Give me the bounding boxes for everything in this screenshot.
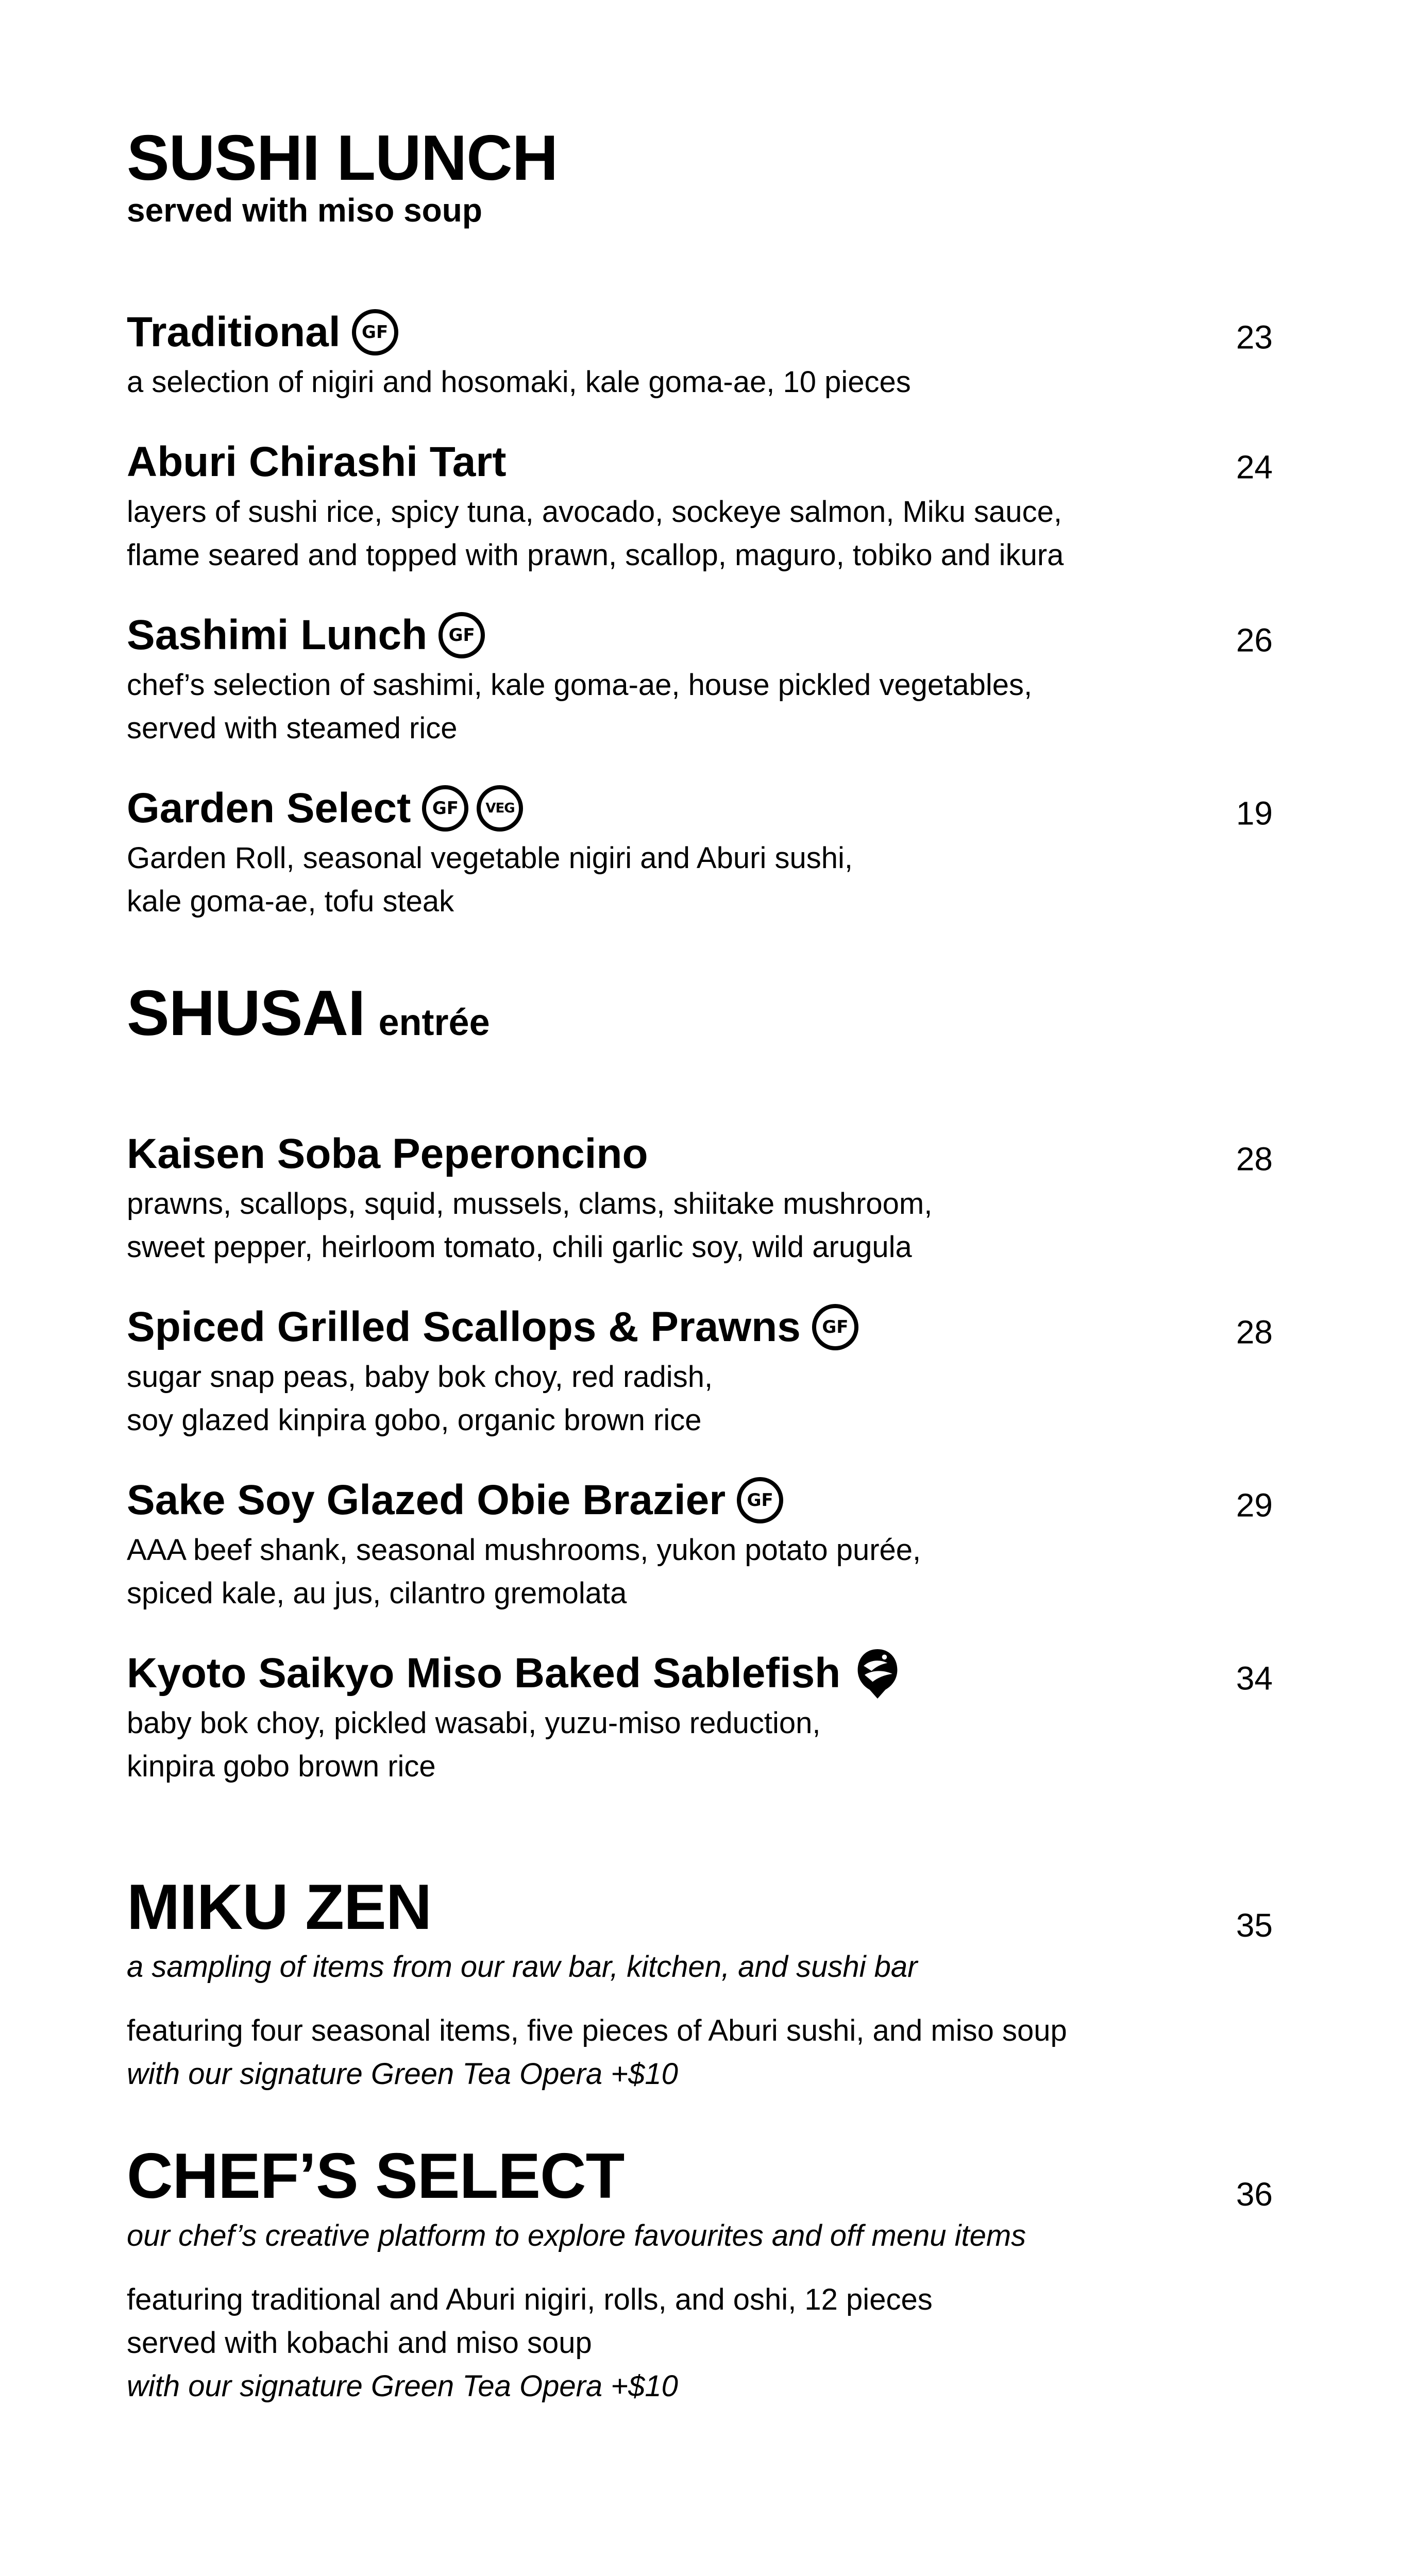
- menu-item: [127, 1645, 1273, 1788]
- item-name: Sashimi Lunch: [127, 612, 428, 658]
- item-description: served with kobachi and miso soup: [127, 2326, 592, 2360]
- item-price: 24: [1236, 448, 1273, 486]
- ocean-wise-fish-icon: [853, 1646, 902, 1701]
- sushi-lunch-header: [127, 123, 1273, 229]
- section-subtitle: entrée: [378, 1002, 490, 1043]
- gluten-free-badge-icon: GF: [737, 1477, 783, 1523]
- item-description: prawns, scallops, squid, mussels, clams, shiitake mushroom,: [127, 1187, 933, 1221]
- section-tagline: our chef’s creative platform to explore favourites and off menu items: [127, 2219, 1026, 2252]
- shusai-header: [127, 978, 1273, 1049]
- item-price: 19: [1236, 794, 1273, 832]
- item-description: chef’s selection of sashimi, kale goma-ae, house pickled vegetables,: [127, 668, 1033, 702]
- item-name: Sake Soy Glazed Obie Brazier: [127, 1477, 726, 1523]
- menu-item: [127, 304, 1273, 404]
- item-description: spiced kale, au jus, cilantro gremolata: [127, 1577, 627, 1610]
- item-description: sweet pepper, heirloom tomato, chili garlic soy, wild arugula: [127, 1230, 912, 1264]
- item-price: 36: [1236, 2176, 1273, 2213]
- menu-item: [127, 1299, 1273, 1442]
- section-title: SUSHI LUNCH: [127, 123, 558, 194]
- menu-item: [127, 607, 1273, 750]
- item-description: layers of sushi rice, spicy tuna, avocado, sockeye salmon, Miku sauce,: [127, 495, 1062, 529]
- item-name: Kaisen Soba Peperoncino: [127, 1130, 648, 1177]
- section-title: CHEF’S SELECT: [127, 2141, 625, 2212]
- item-description: sugar snap peas, baby bok choy, red radish,: [127, 1360, 713, 1394]
- item-description: baby bok choy, pickled wasabi, yuzu-miso reduction,: [127, 1706, 821, 1740]
- section-subtitle: served with miso soup: [127, 192, 482, 229]
- item-name: Traditional: [127, 309, 341, 355]
- item-description: kinpira gobo brown rice: [127, 1750, 436, 1783]
- gluten-free-badge-icon: GF: [438, 612, 485, 658]
- gluten-free-badge-icon: GF: [352, 309, 398, 355]
- item-description: featuring four seasonal items, five pieces of Aburi sushi, and miso soup: [127, 2014, 1067, 2047]
- vegetarian-badge-icon: VEG: [477, 785, 523, 832]
- item-description: featuring traditional and Aburi nigiri, rolls, and oshi, 12 pieces: [127, 2283, 933, 2316]
- item-description: kale goma-ae, tofu steak: [127, 885, 454, 918]
- item-description: served with steamed rice: [127, 711, 458, 745]
- item-name: Aburi Chirashi Tart: [127, 438, 507, 485]
- item-description: Garden Roll, seasonal vegetable nigiri and Aburi sushi,: [127, 841, 853, 875]
- item-name: Spiced Grilled Scallops & Prawns: [127, 1303, 801, 1350]
- section-title: MIKU ZEN: [127, 1872, 432, 1943]
- item-description: AAA beef shank, seasonal mushrooms, yukon potato purée,: [127, 1533, 921, 1567]
- menu-item: [127, 434, 1273, 577]
- section-tagline: a sampling of items from our raw bar, kitchen, and sushi bar: [127, 1950, 918, 1984]
- item-price: 35: [1236, 1907, 1273, 1944]
- section-title: SHUSAI: [127, 978, 365, 1049]
- menu-item: [127, 1472, 1273, 1615]
- item-price: 28: [1236, 1313, 1273, 1351]
- item-name: Kyoto Saikyo Miso Baked Sablefish: [127, 1650, 841, 1697]
- item-price: 34: [1236, 1659, 1273, 1697]
- item-name: Garden Select: [127, 785, 411, 832]
- item-price: 26: [1236, 621, 1273, 659]
- menu-item: [127, 1126, 1273, 1269]
- gluten-free-badge-icon: GF: [812, 1304, 858, 1350]
- gluten-free-badge-icon: GF: [422, 785, 468, 832]
- item-description: flame seared and topped with prawn, scallop, maguro, tobiko and ikura: [127, 538, 1064, 572]
- dessert-addon: with our signature Green Tea Opera +$10: [127, 2057, 678, 2091]
- item-price: 29: [1236, 1486, 1273, 1524]
- dessert-addon: with our signature Green Tea Opera +$10: [127, 2369, 678, 2403]
- item-description: soy glazed kinpira gobo, organic brown rice: [127, 1403, 702, 1437]
- item-price: 28: [1236, 1140, 1273, 1178]
- item-description: a selection of nigiri and hosomaki, kale goma-ae, 10 pieces: [127, 365, 911, 399]
- item-price: 23: [1236, 318, 1273, 356]
- menu-item: [127, 780, 1273, 923]
